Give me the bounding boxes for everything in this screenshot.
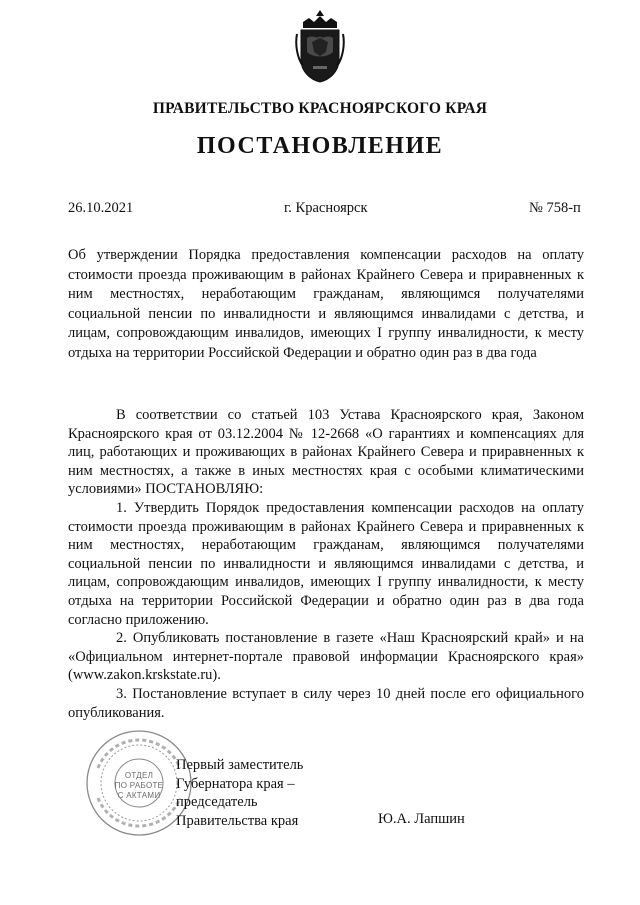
signatory-position-line: Первый заместитель: [176, 757, 304, 773]
signatory-position-line: Губернатора края –: [176, 775, 295, 792]
document-subject: Об утверждении Порядка предоставления компенсации расходов на оплату стоимости проезда проживающим в районах Крайнего Севера и приравненных к ним местностях, неработающим гражданам, являющимся получателями социальной пенсии по инвалидности и являющимся инвалидами с детства, и лицам, сопровождающим инвалидов, имеющих I группу инвалидности, к месту отдыха на территории Российской Федерации и обратно один раз в два года: [68, 247, 584, 361]
stamp-center-text: ОТДЕЛ ПО РАБОТЕ С АКТАМИ: [114, 771, 164, 800]
preamble-paragraph: В соответствии со статьей 103 Устава Красноярского края, Законом Красноярского края от 03.12.2004 № 12-2668 «О гарантиях и компенсациях для лиц, работающих и проживающих в районах Крайнего Севера и приравненных к ним местностях, а также в иных местностях края с особыми климатическими условиями» ПОСТАНОВЛЯЮ:: [68, 407, 584, 498]
document-type-title: ПОСТАНОВЛЕНИЕ: [196, 133, 444, 159]
signatory-position: [176, 756, 303, 830]
item-paragraph: 2. Опубликовать постановление в газете «Наш Красноярский край» и на «Официальном интернет-портале правовой информации Красноярского края» (www.zakon.krskstate.ru).: [68, 630, 584, 684]
signatory-position-line: председатель: [176, 794, 258, 811]
coat-of-arms-emblem-icon: [293, 8, 347, 84]
document-date: 26.10.2021: [68, 200, 134, 216]
document-number: № 758-п: [529, 200, 581, 216]
document-city: г. Красноярск: [284, 200, 368, 216]
organization-title: ПРАВИТЕЛЬСТВО КРАСНОЯРСКОГО КРАЯ: [152, 100, 488, 117]
signatory-position-line: Правительства края: [176, 812, 299, 829]
signatory-name: Ю.А. Лапшин: [378, 811, 465, 827]
item-paragraph: 3. Постановление вступает в силу через 10 дней после его официального опубликования.: [68, 685, 584, 721]
item-paragraph: 1. Утвердить Порядок предоставления компенсации расходов на оплату стоимости проезда проживающим в районах Крайнего Севера и приравненных к ним местностях, неработающим гражданам, являющимся получателями социальной пенсии по инвалидности и являющимся инвалидами с детства, и лицам, сопровождающим инвалидов, имеющих I группу инвалидности, к месту отдыха на территории Российской Федерации и обратно один раз в два года согласно приложению.: [68, 499, 584, 628]
document-body: [68, 406, 584, 722]
